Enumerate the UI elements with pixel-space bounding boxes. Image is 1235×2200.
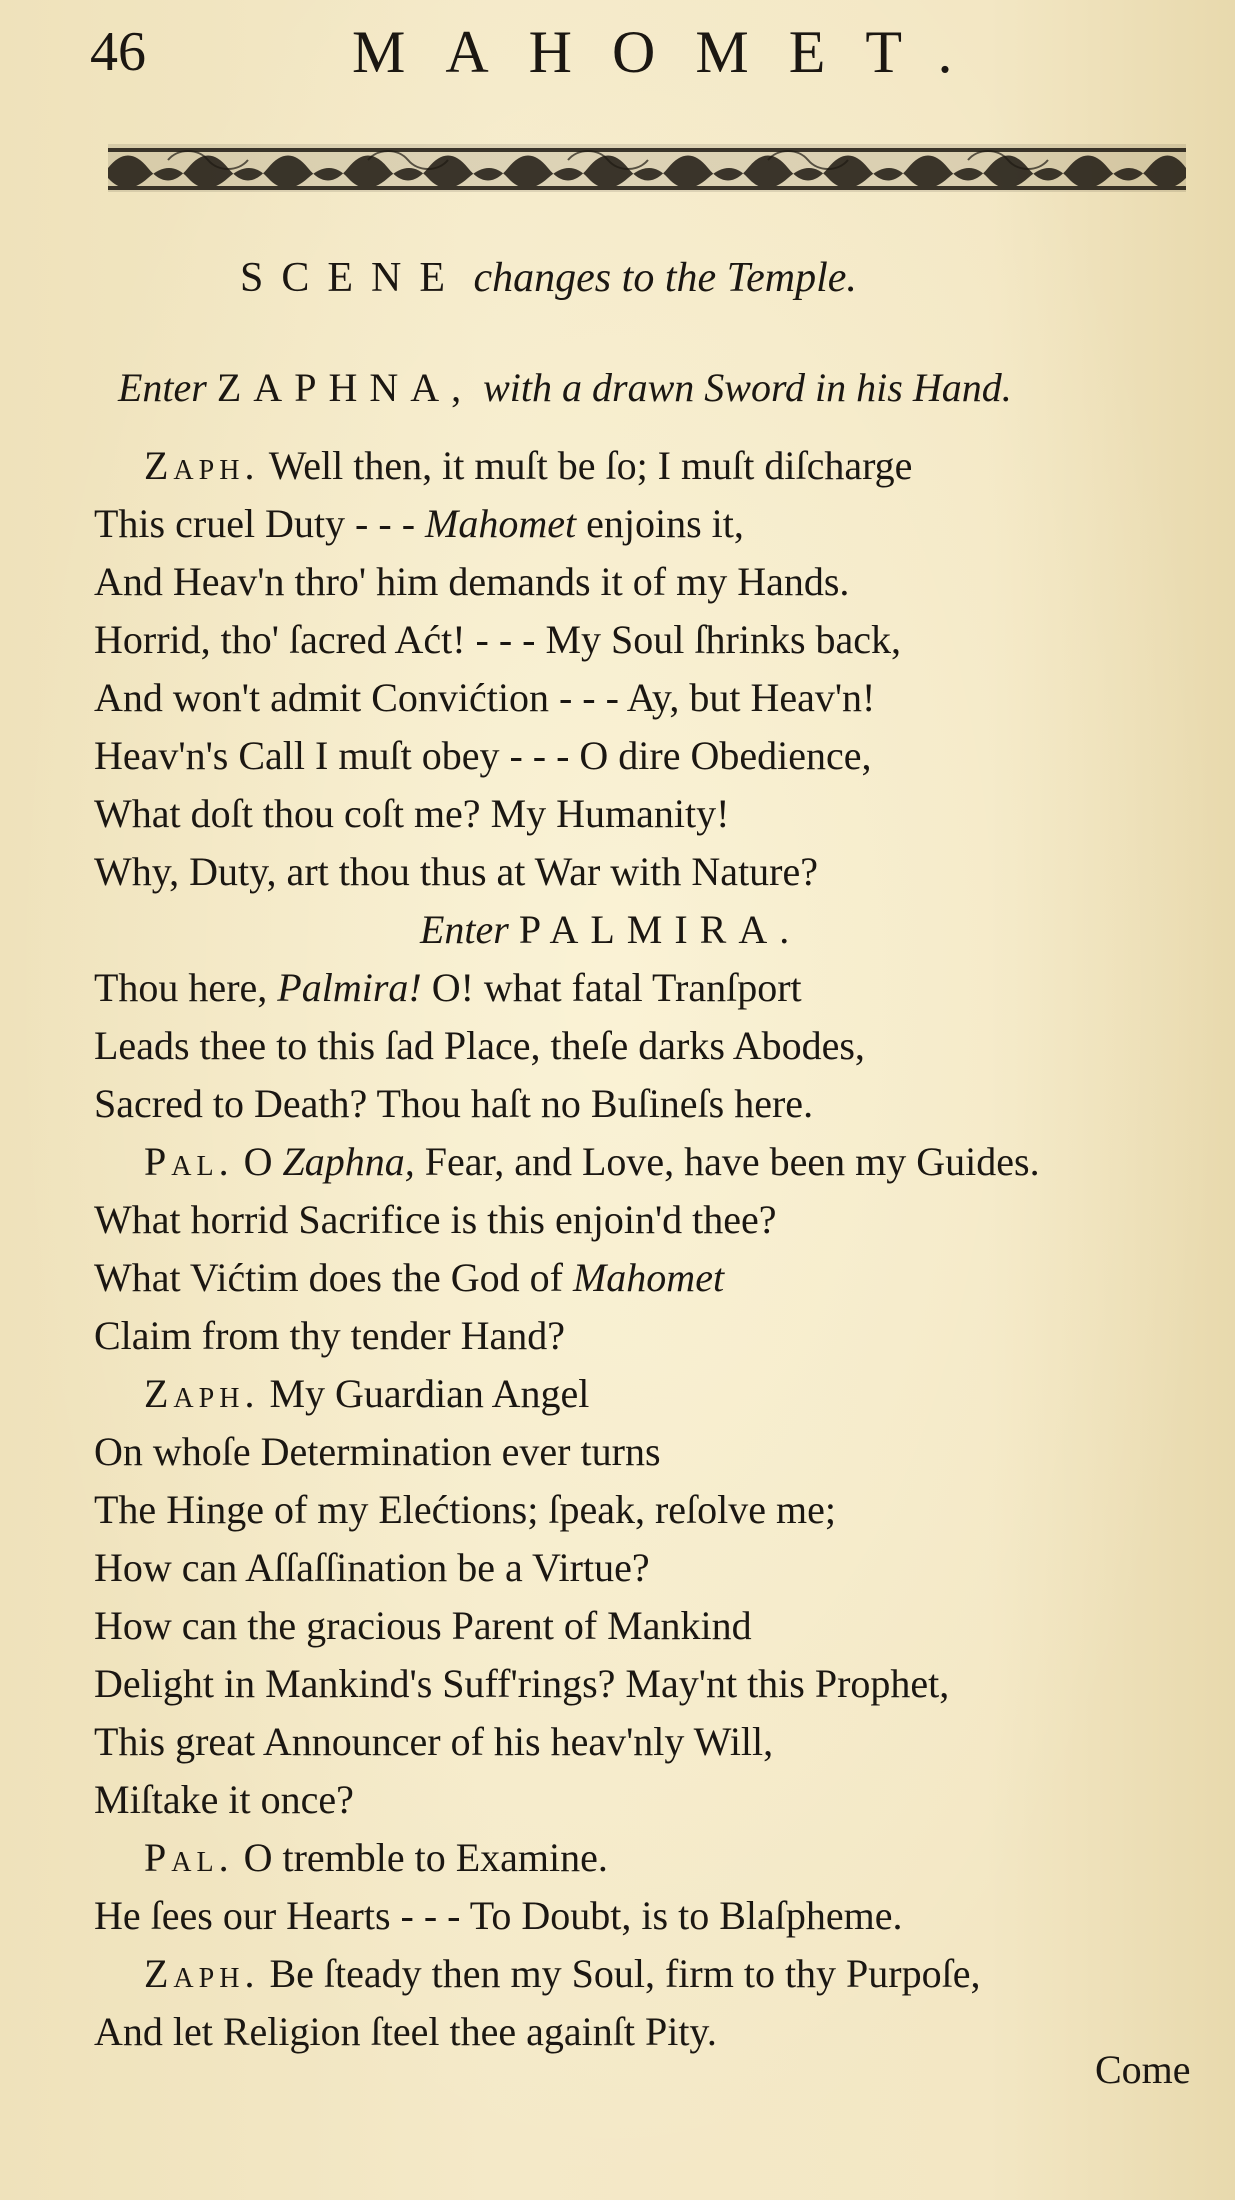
verse-line: On whoſe Determination ever turns (94, 1429, 661, 1474)
verse-line: Zaph. Be ſteady then my Soul, firm to thy Purpoſe, (144, 1951, 981, 1996)
verse-line: Leads thee to this ſad Place, theſe darks Abodes, (94, 1023, 865, 1068)
speaker-zaph: Zaph. (144, 1371, 260, 1416)
running-title: MAHOMET. (352, 19, 993, 85)
verse-line: Claim from thy tender Hand? (94, 1313, 565, 1358)
verse-line: And Heav'n thro' him demands it of my Hands. (94, 559, 850, 604)
verse-line: Delight in Mankind's Suff'rings? May'nt this Prophet, (94, 1661, 950, 1706)
running-head (90, 12, 1190, 85)
verse-line: Zaph. Well then, it muſt be ſo; I muſt diſcharge (144, 443, 913, 488)
verse-line: How can Aſſaſſination be a Virtue? (94, 1545, 650, 1590)
verse-line: What doſt thou coſt me? My Humanity! (94, 791, 730, 836)
verse-line: And let Religion ſteel thee againſt Pity. (94, 2009, 717, 2054)
verse-line: Zaph. My Guardian Angel (144, 1371, 590, 1416)
speaker-pal: Pal. (144, 1139, 234, 1184)
verse-line: Miſtake it once? (94, 1777, 354, 1822)
stage-direction-enter-palmira: Enter PALMIRA. (420, 907, 802, 952)
verse-line: How can the gracious Parent of Mankind (94, 1603, 752, 1648)
scene-heading (240, 252, 857, 304)
verse-line: Pal. O Zaphna, Fear, and Love, have been my Guides. (144, 1139, 1040, 1184)
verse-line: What Vićtim does the God of Mahomet (94, 1255, 725, 1300)
speaker-zaph: Zaph. (144, 443, 260, 488)
verse-line: He ſees our Hearts - - - To Doubt, is to Blaſpheme. (94, 1893, 903, 1938)
scene-rest: changes to the Temple. (473, 255, 857, 301)
verse-line: Sacred to Death? Thou haſt no Buſineſs here. (94, 1081, 814, 1126)
verse-line: Pal. O tremble to Examine. (144, 1835, 608, 1880)
ornamental-band (108, 138, 1186, 198)
verse-line: And won't admit Convićtion - - - Ay, but Heav'n! (94, 675, 876, 720)
verse-line: This great Announcer of his heav'nly Will, (94, 1719, 774, 1764)
scene-word: SCENE (240, 255, 464, 301)
verse-line: Why, Duty, art thou thus at War with Nature? (94, 849, 819, 894)
speaker-zaph: Zaph. (144, 1951, 260, 1996)
catchword: Come (1095, 2047, 1191, 2092)
stage-direction-enter-zaphna: Enter ZAPHNA, with a drawn Sword in his Hand. (118, 365, 1012, 410)
verse-line: The Hinge of my Elećtions; ſpeak, reſolve me; (94, 1487, 836, 1532)
verse-line: Thou here, Palmira! O! what fatal Tranſport (94, 965, 802, 1010)
verse-line: What horrid Sacrifice is this enjoin'd thee? (94, 1197, 777, 1242)
verse-line: Heav'n's Call I muſt obey - - - O dire Obedience, (94, 733, 872, 778)
page-number: 46 (90, 21, 146, 83)
speaker-pal: Pal. (144, 1835, 234, 1880)
verse-line: Horrid, tho' ſacred Aćt! - - - My Soul ſhrinks back, (94, 617, 902, 662)
verse-line: This cruel Duty - - - Mahomet enjoins it, (94, 501, 744, 546)
